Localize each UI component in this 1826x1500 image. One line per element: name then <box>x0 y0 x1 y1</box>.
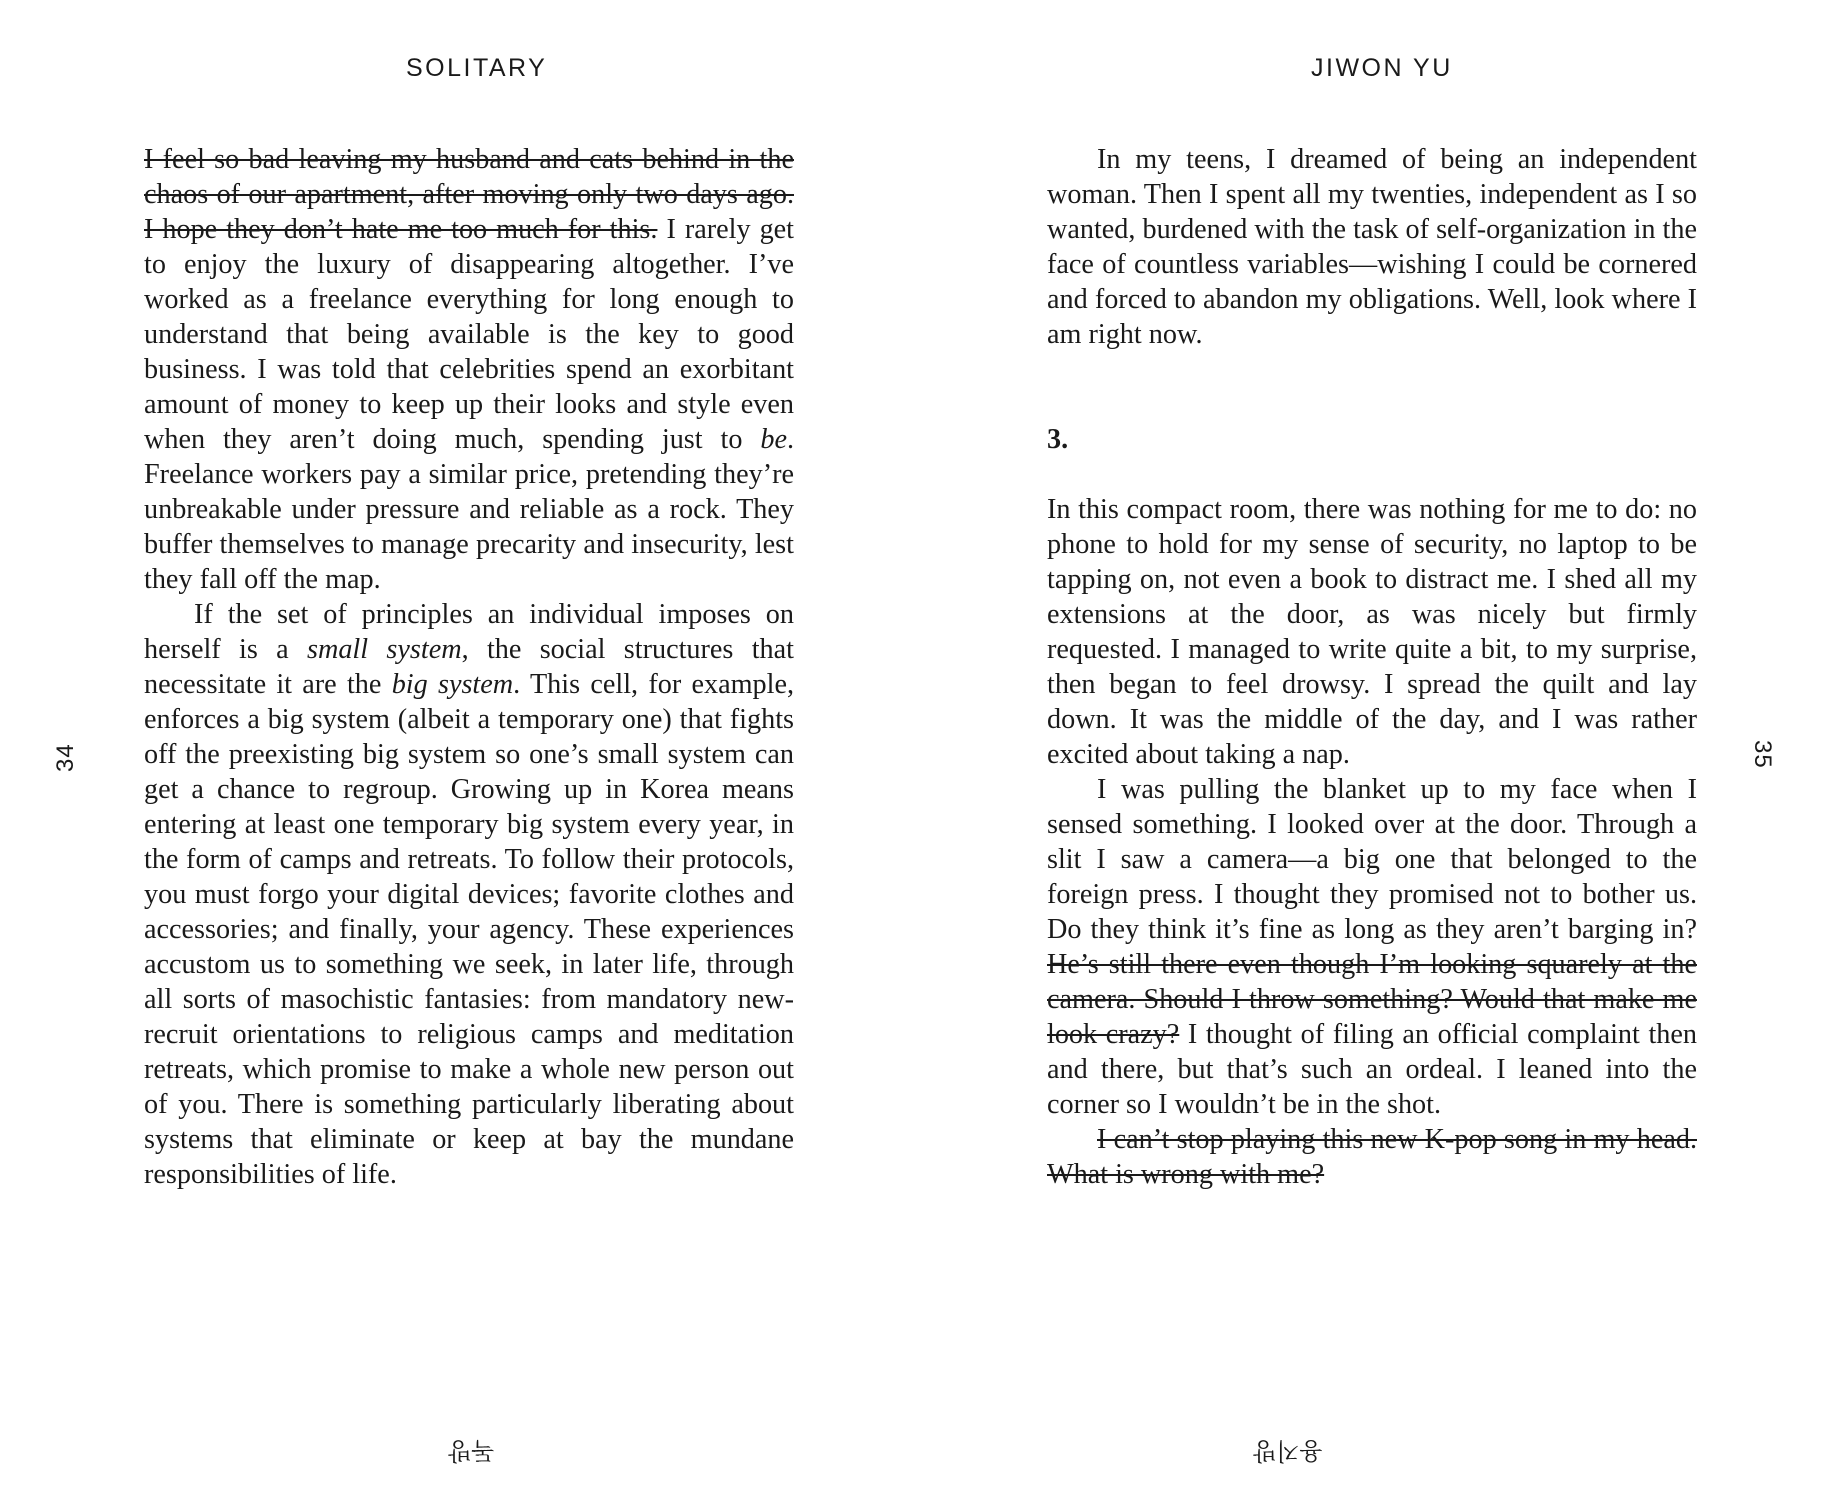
footer-korean-text: 용지방 <box>1253 1437 1323 1465</box>
paragraph-text: I was pulling the blanket up to my face when I sensed something. I looked over at the door. Through a slit I saw a camera—a big one that belonged to the foreign press. I thought they promised not to bother us. Do they think it’s fine as long as they aren’t barging in? <box>1047 774 1697 945</box>
italic-text: big system <box>391 669 514 700</box>
section-heading: 3. <box>1047 424 1069 455</box>
paragraph-text: . Freelance workers pay a similar price, pretending they’re unbreakable under pressure and reliable as a rock. They buffer themselves to manage precarity and insecurity, lest they fall off the map. <box>144 424 794 595</box>
struck-text: I feel so bad leaving my husband and cats behind in the chaos of our apartment, after moving only two days ago. I hope they don’t hate me too much for this. <box>144 144 794 245</box>
footer-korean-title: 독방 <box>448 1437 495 1465</box>
struck-text: I can’t stop playing this new K-pop song in my head. What is wrong with me? <box>1047 1124 1697 1190</box>
italic-text: small system <box>307 634 462 665</box>
paragraph: In my teens, I dreamed of being an independent woman. Then I spent all my twenties, independent as I so wanted, burdened with the task of self-organization in the face of countless variables—wishing I could be cornered and forced to abandon my obligations. Well, look where I am right now. <box>1047 144 1697 350</box>
paragraph: In this compact room, there was nothing for me to do: no phone to hold for my sense of security, no laptop to be tapping on, not even a book to distract me. I shed all my extensions at the door, as was nicely but firmly requested. I managed to write quite a bit, to my surprise, then began to feel drowsy. I spread the quilt and lay down. It was the middle of the day, and I was rather excited about taking a nap. <box>1047 494 1697 770</box>
paragraph-text: I rarely get to enjoy the luxury of disappearing altogether. I’ve worked as a freelance everything for long enough to understand that being available is the key to good business. I was told that celebrities spend an exorbitant amount of money to keep up their looks and style even when they aren’t doing much, spending just to <box>144 214 795 455</box>
paragraph-text: . This cell, for example, enforces a big system (albeit a temporary one) that fights off the preexisting big system so one’s small system can get a chance to regroup. Growing up in Korea means entering at least one temporary big system every year, in the form of camps and retreats. To follow their protocols, you must forgo your digital devices; favorite clothes and accessories; and finally, your agency. These experiences accustom us to something we seek, in later life, through all sorts of masochistic fantasies: from mandatory new-recruit orientations to religious camps and meditation retreats, which promise to make a whole new person out of you. There is something particularly liberating about systems that eliminate or keep at bay the mundane responsibilities of life. <box>144 669 795 1190</box>
paragraph-text: If the set of principles an individual imposes on herself is a <box>144 599 794 665</box>
running-header-title: SOLITARY <box>406 54 548 82</box>
paragraph <box>144 597 794 1192</box>
italic-text: be <box>760 424 787 455</box>
paragraph <box>144 142 794 597</box>
running-header-author: JIWON YU <box>1311 54 1453 82</box>
paragraph-text: , the social structures that necessitate it are the <box>144 634 794 700</box>
page-number-left: 34 <box>52 743 79 772</box>
right-body-text <box>1047 142 1697 1192</box>
left-body-text <box>144 142 794 1192</box>
right-page <box>913 0 1826 1500</box>
page-number-right: 35 <box>1749 740 1776 769</box>
paragraph-text: I thought of filing an official complaint then and there, but that’s such an ordeal. I leaned into the corner so I wouldn’t be in the shot. <box>1047 1019 1697 1120</box>
struck-text: He’s still there even though I’m looking squarely at the camera. Should I throw something? Would that make me look crazy? <box>1047 949 1697 1050</box>
paragraph <box>1047 772 1697 1122</box>
paragraph <box>1047 1122 1697 1192</box>
